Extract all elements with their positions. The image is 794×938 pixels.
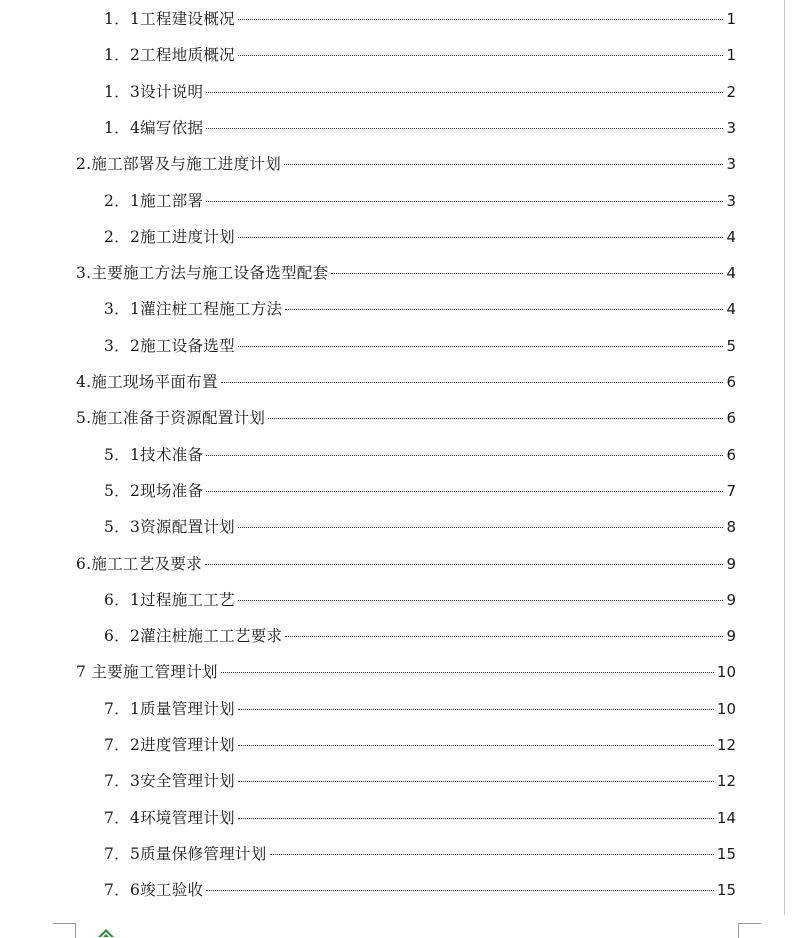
toc-dot-leader (238, 709, 714, 710)
toc-dot-leader (270, 854, 714, 855)
toc-entry-title: 5．2现场准备 (104, 481, 204, 500)
toc-entry-title: 1．3设计说明 (104, 82, 204, 101)
toc-entry[interactable] (104, 43, 736, 67)
toc-entry-page-number: 12 (716, 736, 736, 754)
toc-entry-title: 2．2施工进度计划 (104, 227, 235, 246)
toc-entry-page-number: 14 (716, 808, 736, 827)
toc-entry-title: 5．3资源配置计划 (104, 518, 235, 537)
toc-entry[interactable] (104, 479, 736, 503)
toc-entry[interactable] (104, 588, 736, 612)
toc-entry-title: 7．2进度管理计划 (104, 736, 235, 754)
toc-entry-page-number: 9 (726, 590, 736, 609)
toc-entry-page-number: 7 (726, 481, 736, 500)
toc-dot-leader (331, 273, 723, 274)
toc-entry[interactable] (104, 842, 736, 866)
toc-entry[interactable] (104, 733, 736, 757)
toc-entry-title: 5．1技术准备 (104, 445, 204, 464)
page-corner-mark-left (53, 923, 76, 938)
toc-dot-leader (238, 745, 714, 746)
toc-entry-title: 7 主要施工管理计划 (76, 663, 218, 682)
toc-dot-leader (238, 527, 724, 528)
toc-entry-page-number: 10 (716, 663, 736, 682)
toc-entry[interactable] (104, 806, 736, 830)
toc-entry-page-number: 15 (716, 844, 736, 863)
toc-dot-leader (238, 346, 724, 347)
toc-entry-page-number: 4 (726, 300, 736, 319)
toc-entry-title: 7．6竣工验收 (104, 881, 204, 900)
toc-dot-leader (238, 818, 714, 819)
toc-entry[interactable] (104, 769, 736, 793)
toc-entry-title: 7．3安全管理计划 (104, 772, 235, 791)
toc-entry-page-number: 5 (726, 336, 736, 355)
toc-entry-title: 7．1质量管理计划 (104, 699, 235, 718)
toc-dot-leader (206, 890, 714, 891)
toc-dot-leader (268, 418, 723, 419)
toc-dot-leader (206, 201, 723, 202)
toc-entry[interactable] (104, 697, 736, 721)
toc-dot-leader (238, 781, 714, 782)
toc-entry[interactable] (104, 443, 736, 467)
toc-entry[interactable] (104, 334, 736, 358)
toc-entry-title: 2.施工部署及与施工进度计划 (76, 155, 281, 174)
toc-entry[interactable] (104, 878, 736, 902)
toc-dot-leader (238, 600, 724, 601)
toc-entry-title: 7．5质量保修管理计划 (104, 844, 267, 863)
toc-dot-leader (206, 491, 723, 492)
toc-dot-leader (285, 309, 723, 310)
toc-entry-title: 7．4环境管理计划 (104, 808, 235, 827)
toc-entry[interactable] (104, 225, 736, 249)
toc-dot-leader (238, 55, 724, 56)
toc-entry-title: 1．2工程地质概况 (104, 46, 235, 65)
toc-entry-page-number: 8 (726, 518, 736, 537)
toc-entry-page-number: 12 (716, 772, 736, 791)
green-diamond-logo-icon (97, 928, 115, 937)
toc-entry-title: 6.施工工艺及要求 (76, 554, 202, 573)
toc-entry-page-number: 6 (726, 445, 736, 464)
toc-entry[interactable] (104, 7, 736, 31)
toc-dot-leader (284, 164, 723, 165)
toc-entry-page-number: 4 (726, 264, 736, 283)
toc-entry-title: 2．1施工部署 (104, 191, 204, 210)
toc-entry[interactable] (76, 660, 736, 684)
toc-entry-title: 3.主要施工方法与施工设备选型配套 (76, 264, 329, 283)
toc-entry-page-number: 1 (726, 46, 736, 65)
toc-entry[interactable] (76, 406, 736, 430)
page-corner-mark-right (738, 923, 761, 938)
toc-entry-title: 6．2灌注桩施工工艺要求 (104, 627, 283, 646)
toc-entry-title: 6．1过程施工工艺 (104, 590, 235, 609)
toc-entry-page-number: 3 (726, 191, 736, 210)
toc-dot-leader (206, 455, 723, 456)
toc-entry-title: 3．1灌注桩工程施工方法 (104, 300, 283, 319)
toc-dot-leader (238, 237, 724, 238)
toc-entry-page-number: 9 (726, 554, 736, 573)
toc-entry-page-number: 1 (726, 10, 736, 28)
toc-entry-title: 1．1工程建设概况 (104, 10, 235, 28)
toc-entry[interactable] (104, 116, 736, 140)
toc-dot-leader (206, 92, 723, 93)
toc-entry[interactable] (76, 152, 736, 176)
page-right-border (784, 0, 785, 915)
toc-dot-leader (205, 564, 723, 565)
toc-entry[interactable] (104, 80, 736, 104)
toc-entry[interactable] (104, 624, 736, 648)
toc-entry[interactable] (104, 297, 736, 321)
toc-entry-page-number: 3 (726, 118, 736, 137)
toc-entry[interactable] (76, 261, 736, 285)
toc-entry[interactable] (104, 515, 736, 539)
toc-entry[interactable] (76, 552, 736, 576)
toc-entry-page-number: 2 (726, 82, 736, 101)
toc-dot-leader (206, 128, 723, 129)
toc-entry-page-number: 3 (726, 155, 736, 174)
toc-dot-leader (238, 19, 724, 20)
toc-entry-title: 1．4编写依据 (104, 118, 204, 137)
toc-dot-leader (285, 636, 723, 637)
toc-entry-page-number: 4 (726, 227, 736, 246)
logo-svg (97, 928, 115, 937)
toc-entry-page-number: 9 (726, 627, 736, 646)
toc-entry-page-number: 6 (726, 409, 736, 428)
toc-entry-title: 3．2施工设备选型 (104, 336, 235, 355)
toc-entry[interactable] (104, 189, 736, 213)
toc-entry-title: 5.施工准备于资源配置计划 (76, 409, 266, 428)
toc-dot-leader (221, 672, 714, 673)
toc-entry[interactable] (76, 370, 736, 394)
toc-dot-leader (221, 382, 724, 383)
toc-entry-title: 4.施工现场平面布置 (76, 373, 218, 391)
toc-entry-page-number: 10 (716, 699, 736, 718)
toc-entry-page-number: 6 (726, 373, 736, 391)
toc-entry-page-number: 15 (716, 881, 736, 900)
